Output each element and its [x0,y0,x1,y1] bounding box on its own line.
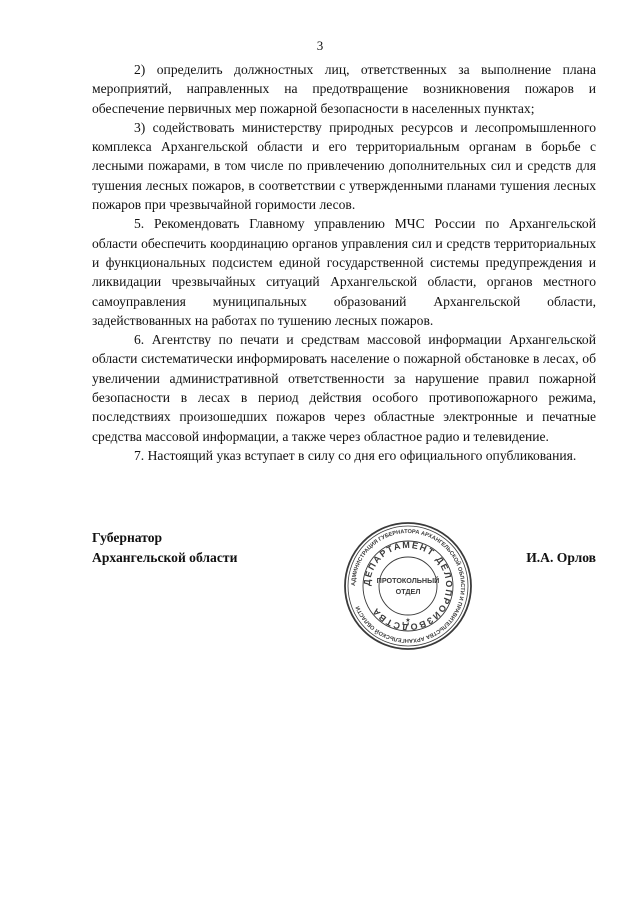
paragraph-point-7: 7. Настоящий указ вступает в силу со дня его официального опубликования. [134,447,577,463]
paragraph-point-5: 5. Рекомендовать Главному управлению МЧС России по Архангельской области обеспечить координацию органов управления сил и средств территориальных и функциональных подсистем единой государственной системы предупреждения и ликвидации чрезвычайных ситуаций Архангельской области, органов местного самоуправления муниципальных образований Архангельской области, задействованных на работах по тушению лесных пожаров. [92,216,596,328]
position-line-1: Губернатор [92,530,163,545]
seal-inner-text: ДЕПАРТАМЕНТ ДЕЛОПРОИЗВОДСТВА [361,539,455,633]
seal-outer-text: АДМИНИСТРАЦИЯ ГУБЕРНАТОРА АРХАНГЕЛЬСКОЙ ОБЛАСТИ И ПРАВИТЕЛЬСТВА АРХАНГЕЛЬСКОЙ ОБЛАСТИ [350,528,466,644]
seal-graphic [342,520,474,652]
position-line-2: Архангельской области [92,549,238,565]
document-body [92,60,596,465]
seal-center-line-2: ОТДЕЛ [395,587,421,596]
signatory-position [92,528,237,567]
paragraph-point-6: 6. Агентству по печати и средствам массовой информации Архангельской области систематически информировать население о пожарной обстановке в лесах, об увеличении административной ответственности за нарушение правил пожарной безопасности в лесах в период действия особого противопожарного режима, последствиях произошедших пожаров через областные электронные и печатные средства массовой информации, а также через областное радио и телевидение. [92,332,596,444]
seal-center-line-1: ПРОТОКОЛЬНЫЙ [376,576,440,585]
signature-block [92,528,596,688]
paragraph-item-2: 2) определить должностных лиц, ответственных за выполнение плана мероприятий, направленных на предотвращение возникновения пожаров и обеспечение первичных мер пожарной безопасности в населенных пунктах; [92,62,596,116]
paragraph-item-3: 3) содействовать министерству природных ресурсов и лесопромышленного комплекса Архангельской области и его территориальным органам в борьбе с лесными пожарами, в том числе по привлечению дополнительных сил и средств для тушения лесных пожаров, в соответствии с утвержденными планами тушения лесных пожаров при чрезвычайной горимости лесов. [92,119,596,213]
page-number: 3 [316,38,324,53]
official-seal-stamp [342,520,474,652]
seal-star-icon: ★ [405,617,411,624]
signatory-name: И.А. Орлов [526,549,596,565]
